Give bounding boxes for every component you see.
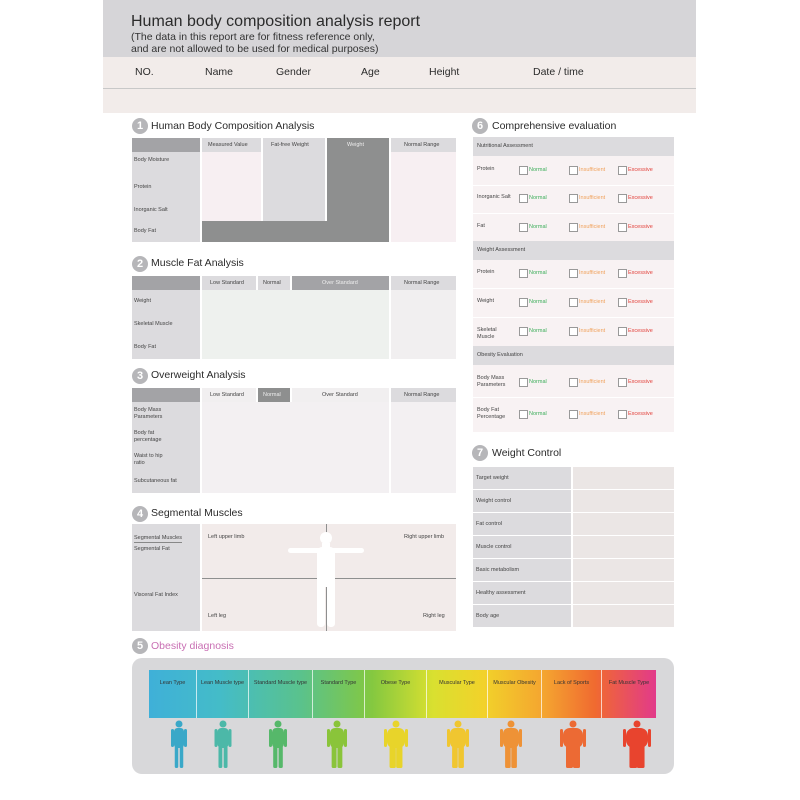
field-no: NO.	[135, 66, 154, 78]
weight-control-label: Basic metabolism	[476, 567, 520, 573]
body-type-figure	[447, 721, 469, 769]
section-number: 4	[132, 506, 148, 522]
normal-checkbox[interactable]	[519, 378, 528, 387]
insufficient-checkbox[interactable]	[569, 166, 578, 175]
option-label: Insufficient	[579, 167, 606, 173]
obesity-type-label: Obese Type	[380, 680, 411, 686]
visceral-fat-label: Visceral Fat Index	[134, 592, 178, 598]
row-divider	[473, 397, 674, 398]
excessive-checkbox[interactable]	[618, 223, 627, 232]
subtitle-line-1: (The data in this report are for fitness reference only,	[131, 31, 375, 43]
info-divider	[103, 88, 696, 89]
normal-checkbox[interactable]	[519, 166, 528, 175]
normal-checkbox[interactable]	[519, 410, 528, 419]
section-title: Muscle Fat Analysis	[151, 257, 244, 269]
spectrum-divider	[601, 670, 602, 718]
spectrum-divider	[487, 670, 488, 718]
segmental-muscles-label: Segmental Muscles	[134, 535, 182, 541]
section-number: 2	[132, 256, 148, 272]
excessive-checkbox[interactable]	[618, 298, 627, 307]
obesity-type-label: Lean Muscle type	[200, 680, 245, 686]
column-header-label: Over Standard	[322, 280, 358, 286]
column-header-label: Low Standard	[210, 280, 244, 286]
field-age: Age	[361, 66, 380, 78]
assessment-item-label: Body Mass Parameters	[477, 375, 506, 388]
body-type-figure	[500, 721, 522, 769]
measured-value-area	[202, 152, 261, 221]
human-body-icon	[286, 529, 366, 629]
assessment-group-title: Weight Assessment	[477, 247, 526, 253]
column-header-label: Fat-free Weight	[271, 142, 309, 148]
field-height: Height	[429, 66, 460, 78]
body-fat-bar	[202, 221, 389, 242]
spectrum-divider	[248, 670, 249, 718]
option-label: Normal	[529, 411, 547, 417]
section-title: Overweight Analysis	[151, 369, 246, 381]
obesity-type-label: Muscular Obesity	[493, 680, 536, 686]
assessment-item-label: Skeletal Muscle	[477, 327, 497, 340]
assessment-item-label: Body Fat Percentage	[477, 407, 506, 420]
field-gender: Gender	[276, 66, 312, 78]
spectrum-divider	[541, 670, 542, 718]
weight-control-label: Target weight	[476, 475, 509, 481]
option-label: Insufficient	[579, 379, 606, 385]
chart-area	[202, 290, 389, 359]
option-label: Excessive	[628, 299, 653, 305]
spectrum-divider	[426, 670, 427, 718]
insufficient-checkbox[interactable]	[569, 410, 578, 419]
section-title: Segmental Muscles	[151, 507, 243, 519]
row-label: Body Fat	[134, 344, 157, 350]
report-subtitle	[131, 32, 378, 55]
option-label: Insufficient	[579, 224, 606, 230]
table-corner	[132, 276, 200, 290]
weight-control-label: Healthy assessment	[476, 590, 526, 596]
option-label: Insufficient	[579, 195, 606, 201]
obesity-type-label: Lean Type	[159, 680, 186, 686]
weight-control-value-cell	[573, 559, 674, 581]
option-label: Excessive	[628, 328, 653, 334]
option-label: Excessive	[628, 195, 653, 201]
row-divider	[473, 317, 674, 318]
excessive-checkbox[interactable]	[618, 166, 627, 175]
row-divider	[473, 213, 674, 214]
option-label: Excessive	[628, 379, 653, 385]
excessive-checkbox[interactable]	[618, 410, 627, 419]
excessive-checkbox[interactable]	[618, 378, 627, 387]
weight-control-label: Fat control	[476, 521, 502, 527]
insufficient-checkbox[interactable]	[569, 298, 578, 307]
column-header-label: Normal Range	[404, 280, 440, 286]
insufficient-checkbox[interactable]	[569, 378, 578, 387]
weight-control-value-cell	[573, 490, 674, 512]
insufficient-checkbox[interactable]	[569, 269, 578, 278]
obesity-type-label: Standard Muscle type	[253, 680, 308, 686]
normal-checkbox[interactable]	[519, 194, 528, 203]
assessment-group-title: Nutritional Assessment	[477, 143, 533, 149]
option-label: Normal	[529, 167, 547, 173]
column-header-label: Normal	[263, 392, 281, 398]
section-title: Human Body Composition Analysis	[151, 120, 315, 132]
body-type-figure	[623, 721, 651, 769]
assessment-item-label: Fat	[477, 223, 485, 229]
spectrum-divider	[196, 670, 197, 718]
assessment-item-label: Weight	[477, 298, 495, 304]
table-corner	[132, 138, 200, 152]
row-divider	[473, 185, 674, 186]
option-label: Insufficient	[579, 411, 606, 417]
option-label: Excessive	[628, 411, 653, 417]
info-band	[103, 57, 696, 113]
option-label: Normal	[529, 224, 547, 230]
row-label: Body fat percentage	[134, 430, 162, 443]
section-number: 7	[472, 445, 488, 461]
obesity-type-label: Lack of Sports	[553, 680, 590, 686]
spectrum-divider	[312, 670, 313, 718]
row-divider	[473, 288, 674, 289]
assessment-group-title: Obesity Evaluation	[477, 352, 523, 358]
normal-checkbox[interactable]	[519, 298, 528, 307]
assessment-item-label: Inorganic Salt	[477, 194, 511, 200]
option-label: Insufficient	[579, 299, 606, 305]
excessive-checkbox[interactable]	[618, 327, 627, 336]
weight-control-label: Muscle control	[476, 544, 512, 550]
body-type-figure	[384, 721, 408, 769]
section-number: 1	[132, 118, 148, 134]
option-label: Normal	[529, 195, 547, 201]
assessment-item-label: Protein	[477, 166, 495, 172]
row-label: Skeletal Muscle	[134, 321, 173, 327]
row-label: Body Moisture	[134, 157, 170, 163]
weight-control-label: Body age	[476, 613, 500, 619]
option-label: Excessive	[628, 224, 653, 230]
option-label: Normal	[529, 328, 547, 334]
section-number: 5	[132, 638, 148, 654]
obesity-type-label: Fat Muscle Type	[608, 680, 650, 686]
left-leg-label: Left leg	[208, 613, 227, 619]
row-label: Waist to hip ratio	[134, 453, 163, 466]
normal-checkbox[interactable]	[519, 269, 528, 278]
normal-range-area	[391, 152, 456, 242]
weight-control-label: Weight control	[476, 498, 512, 504]
left-upper-limb-label: Left upper limb	[208, 534, 245, 540]
excessive-checkbox[interactable]	[618, 194, 627, 203]
obesity-type-label: Muscular Type	[439, 680, 475, 686]
normal-range-area	[391, 402, 456, 493]
row-label: Subcutaneous fat	[134, 478, 177, 484]
weight-control-value-cell	[573, 513, 674, 535]
option-label: Normal	[529, 379, 547, 385]
row-label: Protein	[134, 184, 152, 190]
weight-control-value-cell	[573, 467, 674, 489]
row-label: Weight	[134, 298, 152, 304]
column-header-label: Measured Value	[208, 142, 248, 148]
column-header-label: Over Standard	[322, 392, 358, 398]
body-type-figures	[132, 718, 674, 774]
option-label: Normal	[529, 299, 547, 305]
column-header-label: Weight	[347, 142, 365, 148]
option-label: Excessive	[628, 270, 653, 276]
report-title: Human body composition analysis report	[131, 13, 421, 30]
section-title: Comprehensive evaluation	[492, 120, 617, 132]
excessive-checkbox[interactable]	[618, 269, 627, 278]
body-type-figure	[327, 721, 347, 769]
section-title: Obesity diagnosis	[151, 640, 234, 652]
option-label: Excessive	[628, 167, 653, 173]
body-type-figure	[560, 721, 586, 769]
column-header-label: Normal Range	[404, 142, 440, 148]
section-number: 3	[132, 368, 148, 384]
section-title: Weight Control	[492, 447, 562, 459]
chart-area	[202, 402, 389, 493]
right-upper-limb-label: Right upper limb	[404, 534, 445, 540]
option-label: Normal	[529, 270, 547, 276]
column-header-label: Normal	[263, 280, 281, 286]
field-datetime: Date / time	[533, 66, 584, 78]
normal-checkbox[interactable]	[519, 223, 528, 232]
segmental-fat-label: Segmental Fat	[134, 546, 170, 552]
field-name: Name	[205, 66, 234, 78]
subtitle-line-2: and are not allowed to be used for medical purposes)	[131, 42, 379, 55]
normal-range-area	[391, 290, 456, 359]
insufficient-checkbox[interactable]	[569, 223, 578, 232]
obesity-spectrum-bar	[149, 670, 656, 718]
row-label: Inorganic Salt	[134, 207, 168, 213]
weight-control-value-cell	[573, 582, 674, 604]
right-leg-label: Right leg	[423, 613, 445, 619]
insufficient-checkbox[interactable]	[569, 327, 578, 336]
section-number: 6	[472, 118, 488, 134]
weight-control-value-cell	[573, 536, 674, 558]
column-header-label: Normal Range	[404, 392, 440, 398]
column-header-label: Low Standard	[210, 392, 244, 398]
fat-free-weight-area	[263, 152, 325, 221]
body-type-figure	[269, 721, 287, 769]
insufficient-checkbox[interactable]	[569, 194, 578, 203]
option-label: Insufficient	[579, 270, 606, 276]
normal-checkbox[interactable]	[519, 327, 528, 336]
option-label: Insufficient	[579, 328, 606, 334]
spectrum-divider	[364, 670, 365, 718]
body-type-figure	[215, 721, 232, 769]
body-type-figure	[171, 721, 187, 769]
weight-area	[327, 152, 389, 221]
assessment-item-label: Protein	[477, 269, 495, 275]
weight-control-value-cell	[573, 605, 674, 627]
table-corner	[132, 388, 200, 402]
row-label: Body Mass Parameters	[134, 407, 163, 420]
row-label: Body Fat	[134, 228, 157, 234]
obesity-type-label: Standard Type	[320, 680, 357, 686]
